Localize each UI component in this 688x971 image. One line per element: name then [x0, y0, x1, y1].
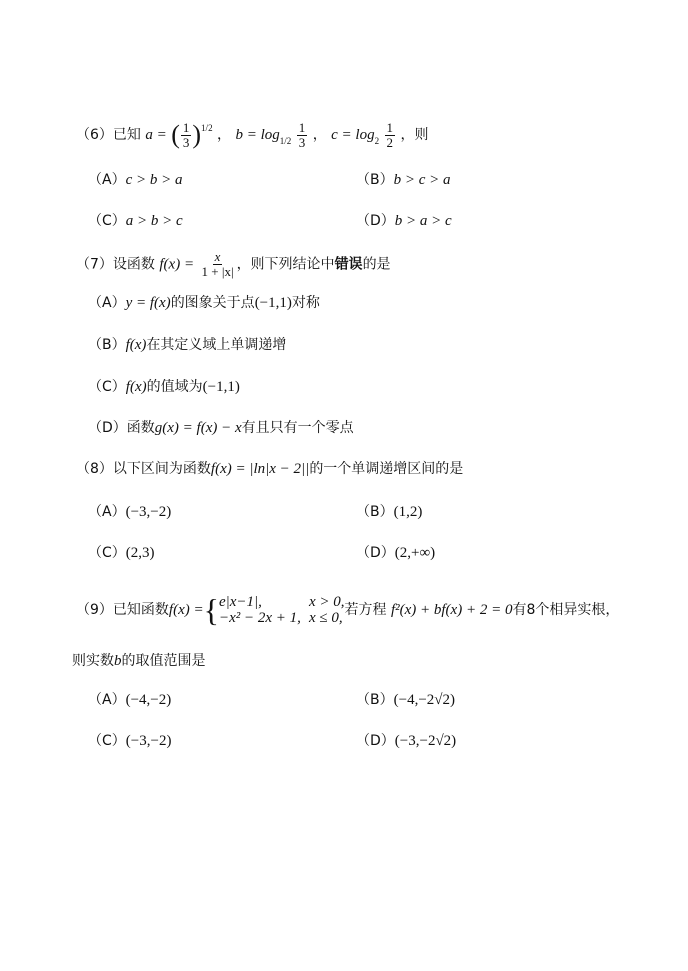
- q7-option-b[interactable]: （B）f(x)在其定义域上单调递增: [88, 337, 287, 353]
- q9-stem-line2: 则实数b的取值范围是: [72, 653, 206, 669]
- q9-equation: f²(x) + bf(x) + 2 = 0: [390, 602, 513, 618]
- q6-a-exponent: 1/2: [201, 123, 213, 133]
- q8-fx: f(x) = |ln|x − 2||: [210, 461, 310, 477]
- q6-option-b[interactable]: （B）b > c > a: [356, 172, 451, 188]
- q9-option-b[interactable]: （B）(−4,−2√2): [356, 692, 456, 708]
- q6-b-base: 1/2: [279, 136, 292, 146]
- q7-option-c[interactable]: （C）f(x)的值域为(−1,1): [88, 379, 240, 395]
- q9-option-d[interactable]: （D）(−3,−2√2): [356, 733, 457, 749]
- q6-b-expr: b = log: [235, 127, 280, 143]
- q6-c-expr: c = log: [331, 127, 375, 143]
- q7-stem: （7）设函数 f(x) = $\frac{x}{1 + |x|}$ ，则下列结论中错误的是: [76, 249, 391, 279]
- q9-option-c[interactable]: （C）(−3,−2): [88, 733, 172, 749]
- q7-label: （7）设函数: [76, 256, 155, 273]
- q6-option-a[interactable]: （A）c > b > a: [88, 172, 183, 188]
- q7-frac: $\frac{x}{1 + |x|}$: [201, 249, 234, 279]
- q8-suffix: 的一个单调递增区间的是: [309, 461, 464, 477]
- q6-c-base: 2: [374, 136, 380, 146]
- q8-label: （8）以下区间为函数: [76, 461, 211, 477]
- q6-a-frac: $\frac{1}{3}$: [182, 119, 190, 150]
- q7-option-a[interactable]: （A）y = f(x)的图象关于点(−1,1)对称: [88, 295, 320, 311]
- q9-option-a[interactable]: （A）(−4,−2): [88, 692, 172, 708]
- q6-option-d[interactable]: （D）b > a > c: [356, 213, 452, 229]
- q7-fx: f(x) =: [159, 256, 195, 273]
- q9-fx: f(x) =: [168, 602, 204, 618]
- q6-c-frac: $\frac{1}{2}$: [386, 119, 394, 150]
- q6-stem: （6）已知 a = ( $\frac{1}{3}$ )$^{1/2}$ ， $b = \log_{1/2}$ $\frac{1}{3}$ ， $c = \log_2$ $\frac{1}{2}$ ，则: [76, 119, 429, 150]
- q7-option-d[interactable]: （D）函数g(x) = f(x) − x有且只有一个零点: [88, 420, 354, 436]
- q8-option-a[interactable]: （A）(−3,−2): [88, 504, 172, 520]
- q7-emphasis: 错误: [334, 256, 363, 273]
- q6-a-expr: a =: [145, 127, 167, 143]
- q6-suffix: ，则: [400, 127, 429, 143]
- q9-piecewise: e|x−1|, x > 0, −x² − 2x + 1, x ≤ 0,: [218, 594, 345, 626]
- q8-stem: [76, 459, 463, 479]
- q9-label: （9）已知函数: [76, 602, 169, 618]
- q8-option-b[interactable]: （B）(1,2): [356, 504, 423, 520]
- q8-option-c[interactable]: （C）(2,3): [88, 545, 155, 561]
- q9-stem: （9）已知函数f(x) ={ e|x−1|, x > 0, −x² − 2x + 1, x ≤ 0, 若方程 f²(x) + bf(x) + 2 = 0有8个相异实根，: [76, 592, 620, 628]
- q6-label: （6）已知: [76, 127, 141, 143]
- q8-option-d[interactable]: （D）(2,+∞): [356, 545, 436, 561]
- q6-b-frac: $\frac{1}{3}$: [298, 119, 306, 150]
- q6-option-c[interactable]: （C）a > b > c: [88, 213, 183, 229]
